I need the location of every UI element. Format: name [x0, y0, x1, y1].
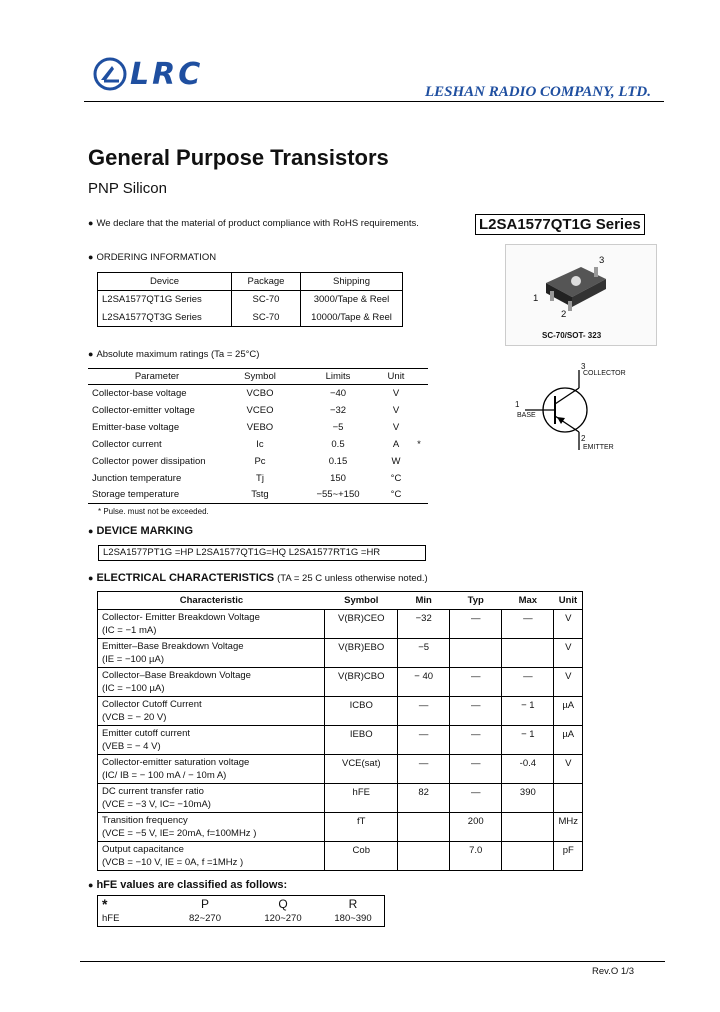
abs-cell: A — [392, 438, 400, 450]
ordering-heading: ● ORDERING INFORMATION — [88, 252, 216, 263]
rohs-statement: ● We declare that the material of product compliance with RoHS requirements. — [88, 218, 419, 229]
abs-cell: Pc — [254, 455, 266, 467]
abs-cell: VCEO — [246, 404, 274, 416]
series-label: L2SA1577QT1G Series — [475, 214, 645, 235]
elec-max — [502, 639, 554, 668]
abs-row — [88, 470, 428, 487]
elec-characteristic — [98, 842, 325, 871]
abs-cell: V — [392, 387, 400, 399]
elec-header-characteristic: Characteristic — [179, 595, 244, 606]
elec-symbol: V(BR)EBO — [325, 639, 398, 668]
logo-text: LRC — [130, 57, 204, 92]
elec-condition: (IE = −100 µA) — [102, 654, 164, 665]
abs-cell — [410, 402, 428, 419]
elec-condition: (IC = −1 mA) — [102, 625, 157, 636]
elec-min: — — [398, 697, 450, 726]
elec-symbol: V(BR)CBO — [325, 668, 398, 697]
elec-characteristic — [98, 639, 325, 668]
abs-row — [88, 453, 428, 470]
abs-row — [88, 419, 428, 436]
elec-max: 390 — [502, 784, 554, 813]
schematic-pin1-num: 1 — [515, 400, 520, 409]
elec-name: Emitter cutoff current — [102, 728, 190, 739]
package-pin1: 1 — [533, 293, 539, 304]
package-box — [505, 244, 657, 346]
elec-symbol: Cob — [325, 842, 398, 871]
elec-typ: — — [450, 755, 502, 784]
hfe-label: hFE — [102, 913, 120, 925]
elec-header-unit: Unit — [558, 595, 578, 606]
ordering-table — [97, 272, 403, 327]
schematic-collector-label: COLLECTOR — [583, 370, 626, 377]
hfe-p-range: 82~270 — [189, 913, 221, 925]
abs-cell: °C — [390, 472, 402, 484]
schematic-pin2-num: 2 — [581, 434, 586, 443]
marking-heading: ● DEVICE MARKING — [88, 525, 193, 537]
elec-header-symbol: Symbol — [344, 595, 379, 606]
elec-row — [98, 813, 583, 842]
elec-min — [398, 842, 450, 871]
abs-cell — [410, 385, 428, 402]
abs-cell: V — [392, 421, 400, 433]
abs-cell: Junction temperature — [92, 472, 182, 484]
abs-cell: 0.5 — [331, 438, 345, 450]
hfe-header-star: * — [102, 896, 108, 912]
ordering-cell: 3000/Tape & Reel — [301, 291, 403, 309]
elec-max — [502, 842, 554, 871]
marking-text: L2SA1577PT1G =HP L2SA1577QT1G=HQ L2SA1577RT1G =HR — [98, 545, 426, 561]
abs-header-symbol: Symbol — [244, 371, 276, 382]
elec-min: −32 — [398, 610, 450, 639]
elec-max: — — [502, 668, 554, 697]
elec-unit: V — [565, 613, 572, 624]
abs-cell: −32 — [329, 404, 347, 416]
hfe-q-range: 120~270 — [264, 913, 302, 925]
elec-row — [98, 697, 583, 726]
abs-cell: VCBO — [246, 387, 274, 399]
elec-symbol: fT — [325, 813, 398, 842]
elec-characteristic — [98, 726, 325, 755]
elec-typ: — — [450, 784, 502, 813]
elec-symbol: V(BR)CEO — [325, 610, 398, 639]
package-pin3: 3 — [599, 255, 605, 266]
elec-typ: 7.0 — [450, 842, 502, 871]
abs-cell: Tj — [256, 472, 264, 484]
elec-name: DC current transfer ratio — [102, 786, 204, 797]
page-title: General Purpose Transistors — [88, 145, 389, 170]
elec-unit: MHz — [558, 816, 578, 827]
elec-unit: µA — [562, 700, 575, 711]
ordering-cell: 10000/Tape & Reel — [301, 309, 403, 327]
elec-name: Collector–Base Breakdown Voltage — [102, 670, 251, 681]
abs-cell: 0.15 — [328, 455, 348, 467]
elec-characteristic — [98, 668, 325, 697]
elec-min — [398, 813, 450, 842]
hfe-table — [97, 895, 385, 927]
elec-condition: (VCE = −3 V, IC= −10mA) — [102, 799, 211, 810]
elec-unit: V — [565, 671, 572, 682]
abs-cell: W — [391, 455, 401, 467]
elec-symbol: ICBO — [325, 697, 398, 726]
elec-unit: V — [565, 642, 572, 653]
elec-min: — — [398, 726, 450, 755]
elec-min: — — [398, 755, 450, 784]
elec-row — [98, 610, 583, 639]
abs-row — [88, 385, 428, 402]
elec-name: Collector- Emitter Breakdown Voltage — [102, 612, 260, 623]
ordering-cell: L2SA1577QT1G Series — [98, 291, 232, 309]
hfe-header-q: Q — [278, 897, 288, 911]
abs-cell: −55~+150 — [316, 489, 360, 501]
elec-characteristic — [98, 697, 325, 726]
hfe-r-range: 180~390 — [334, 913, 372, 925]
abs-row — [88, 436, 428, 453]
revision-label: Rev.O 1/3 — [592, 966, 635, 977]
ordering-header-shipping: Shipping — [301, 273, 403, 291]
elec-header-min: Min — [415, 595, 432, 606]
abs-cell: Collector current — [92, 438, 162, 450]
elec-name: Output capacitance — [102, 844, 184, 855]
elec-max: -0.4 — [502, 755, 554, 784]
abs-header-note — [410, 369, 428, 385]
abs-max-footnote: * Pulse. must not be exceeded. — [98, 507, 209, 516]
elec-unit: µA — [562, 729, 575, 740]
elec-max: − 1 — [502, 697, 554, 726]
company-name: LESHAN RADIO COMPANY, LTD. — [425, 84, 652, 100]
abs-cell: * — [417, 438, 421, 450]
elec-typ: — — [450, 697, 502, 726]
ordering-cell: L2SA1577QT3G Series — [98, 309, 232, 327]
abs-cell: Collector-emitter voltage — [92, 404, 195, 416]
elec-characteristic — [98, 610, 325, 639]
abs-cell: V — [392, 404, 400, 416]
elec-name: Emitter–Base Breakdown Voltage — [102, 641, 244, 652]
abs-cell — [410, 470, 428, 487]
hfe-header-r: R — [348, 897, 358, 911]
elec-name: Transition frequency — [102, 815, 188, 826]
abs-max-table — [88, 368, 428, 504]
elec-typ: — — [450, 610, 502, 639]
elec-characteristic — [98, 755, 325, 784]
elec-typ: — — [450, 726, 502, 755]
elec-typ: — — [450, 668, 502, 697]
elec-characteristic — [98, 784, 325, 813]
elec-row — [98, 784, 583, 813]
elec-characteristic — [98, 813, 325, 842]
hfe-header-p: P — [200, 897, 209, 911]
elec-condition: (VEB = − 4 V) — [102, 741, 161, 752]
sc70-package-icon — [506, 245, 656, 325]
abs-header-parameter: Parameter — [134, 371, 180, 382]
lrc-logo-icon — [92, 56, 128, 92]
schematic-base-label: BASE — [517, 412, 536, 419]
abs-cell — [410, 453, 428, 470]
elec-max: — — [502, 610, 554, 639]
electrical-heading-note: (TA = 25 C unless otherwise noted.) — [277, 573, 428, 584]
elec-row — [98, 755, 583, 784]
page-subtitle: PNP Silicon — [88, 180, 167, 197]
abs-header-limits: Limits — [325, 371, 351, 382]
abs-cell: 150 — [330, 472, 346, 484]
electrical-heading-title: ● ELECTRICAL CHARACTERISTICS — [88, 572, 274, 584]
elec-name: Collector Cutoff Current — [102, 699, 202, 710]
elec-unit: pF — [562, 845, 574, 856]
elec-symbol: VCE(sat) — [325, 755, 398, 784]
elec-min: 82 — [398, 784, 450, 813]
ordering-cell: SC-70 — [232, 291, 301, 309]
elec-max — [502, 813, 554, 842]
elec-max: − 1 — [502, 726, 554, 755]
electrical-heading — [88, 572, 428, 584]
elec-condition: (VCE = −5 V, IE= 20mA, f=100MHz ) — [102, 828, 257, 839]
elec-typ: 200 — [450, 813, 502, 842]
schematic-pin3-num: 3 — [581, 362, 586, 371]
elec-condition: (VCB = − 20 V) — [102, 712, 167, 723]
package-caption: SC-70/SOT- 323 — [542, 331, 602, 340]
abs-cell — [410, 487, 428, 504]
elec-header-typ: Typ — [467, 595, 484, 606]
elec-condition: (IC = −100 µA) — [102, 683, 165, 694]
schematic-emitter-label: EMITTER — [583, 444, 614, 451]
abs-cell: −40 — [329, 387, 347, 399]
elec-row — [98, 726, 583, 755]
abs-cell: Emitter-base voltage — [92, 421, 180, 433]
abs-cell: Collector-base voltage — [92, 387, 187, 399]
abs-cell: VEBO — [246, 421, 274, 433]
abs-cell: Storage temperature — [92, 489, 180, 501]
abs-max-heading: ● Absolute maximum ratings (Ta = 25°C) — [88, 349, 259, 360]
abs-cell: −5 — [332, 421, 344, 433]
abs-cell: °C — [390, 489, 402, 501]
elec-unit — [554, 784, 583, 813]
abs-header-unit: Unit — [387, 371, 405, 382]
elec-symbol: IEBO — [325, 726, 398, 755]
electrical-table — [97, 591, 583, 871]
elec-symbol: hFE — [325, 784, 398, 813]
elec-min: − 40 — [398, 668, 450, 697]
abs-row — [88, 402, 428, 419]
elec-header-max: Max — [518, 595, 538, 606]
elec-typ — [450, 639, 502, 668]
abs-cell: Collector power dissipation — [92, 455, 206, 467]
hfe-heading: ● hFE values are classified as follows: — [88, 879, 287, 891]
elec-row — [98, 842, 583, 871]
abs-row — [88, 487, 428, 504]
ordering-cell: SC-70 — [232, 309, 301, 327]
abs-cell: Ic — [256, 438, 264, 450]
elec-name: Collector-emitter saturation voltage — [102, 757, 250, 768]
ordering-header-device: Device — [98, 273, 232, 291]
elec-min: −5 — [398, 639, 450, 668]
transistor-schematic — [505, 362, 655, 462]
elec-row — [98, 668, 583, 697]
elec-condition: (IC/ IB = − 100 mA / − 10m A) — [102, 770, 227, 781]
abs-cell: Tstg — [251, 489, 269, 501]
elec-condition: (VCB = −10 V, IE = 0A, f =1MHz ) — [102, 857, 244, 868]
ordering-header-package: Package — [232, 273, 301, 291]
elec-unit: V — [565, 758, 572, 769]
elec-row — [98, 639, 583, 668]
package-pin2: 2 — [561, 309, 567, 320]
abs-cell — [410, 419, 428, 436]
lrc-logo — [92, 56, 212, 96]
